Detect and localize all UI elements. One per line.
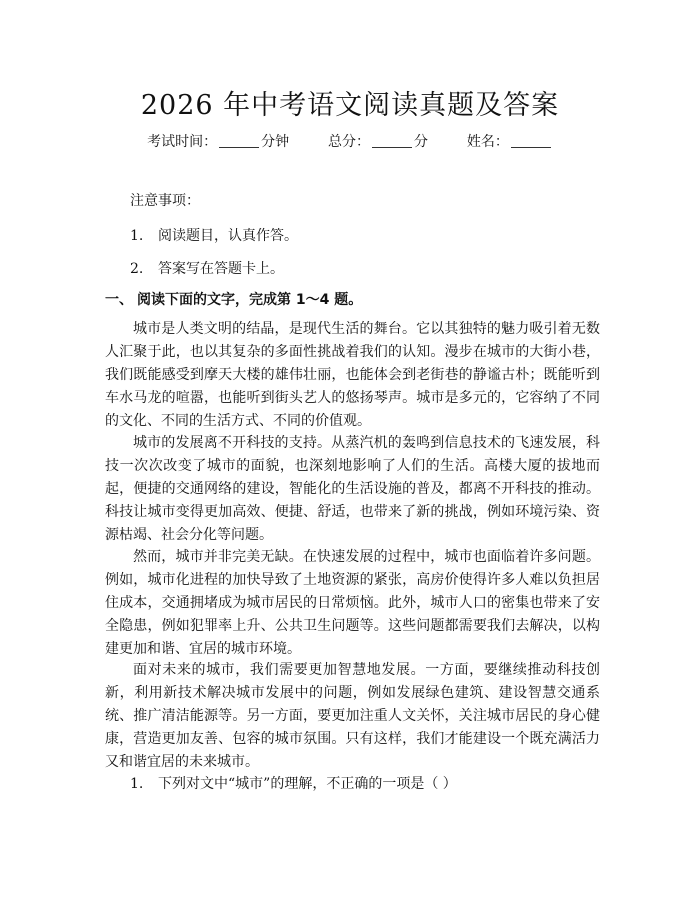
notice-item bbox=[130, 225, 298, 245]
name-field bbox=[467, 131, 553, 151]
notice-heading: 注意事项： bbox=[130, 193, 200, 209]
exam-time-label: 考试时间： bbox=[147, 134, 218, 150]
section-heading bbox=[105, 289, 362, 309]
total-score-field bbox=[328, 131, 428, 151]
notice-item-number: 2. bbox=[130, 261, 144, 277]
reading-paragraph: 然而，城市并非完美无缺。在快速发展的过程中，城市也面临着许多问题。例如，城市化进程的加快导致了土地资源的紧张，高房价使得许多人难以负担居住成本，交通拥堵成为城市居民的日常烦恼。此外，城市人口的密集也带来了安全隐患，例如犯罪率上升、公共卫生问题等。这些问题都需要我们去解决，以构建更加和谐、宜居的城市环境。 bbox=[105, 549, 600, 657]
section-instruction: 阅读下面的文字，完成第 1～4 题。 bbox=[137, 292, 363, 308]
section-number: 一、 bbox=[105, 292, 133, 308]
name-blank bbox=[511, 133, 551, 148]
total-score-label: 总分： bbox=[328, 134, 370, 150]
notice-item-number: 1. bbox=[130, 228, 144, 244]
exam-meta-line bbox=[0, 131, 700, 151]
reading-paragraph: 面对未来的城市，我们需要更加智慧地发展。一方面，要继续推动科技创新，利用新技术解决城市发展中的问题，例如发展绿色建筑、建设智慧交通系统、推广清洁能源等。另一方面，要更加注重人文关怀，关注城市居民的身心健康，营造更加友善、包容的城市氛围。只有这样，我们才能建设一个既充满活力又和谐宜居的未来城市。 bbox=[105, 662, 600, 770]
question-text: 下列对文中“城市”的理解，不正确的一项是（ ） bbox=[158, 776, 457, 792]
total-score-unit: 分 bbox=[414, 134, 428, 150]
notice-item-text: 阅读题目，认真作答。 bbox=[158, 228, 298, 244]
name-label: 姓名： bbox=[466, 134, 509, 150]
notice-item-text: 答案写在答题卡上。 bbox=[158, 261, 284, 277]
exam-time-field bbox=[147, 131, 289, 151]
reading-paragraph: 城市是人类文明的结晶，是现代生活的舞台。它以其独特的魅力吸引着无数人汇聚于此，也以其复杂的多面性挑战着我们的认知。漫步在城市的大街小巷，我们既能感受到摩天大楼的雄伟壮丽，也能体会到老街巷的静谧古朴；既能听到车水马龙的喧嚣，也能听到街头艺人的悠扬琴声。城市是多元的，它容纳了不同的文化、不同的生活方式、不同的价值观。 bbox=[105, 321, 600, 429]
notice-item bbox=[130, 258, 284, 278]
exam-time-unit: 分钟 bbox=[261, 134, 290, 150]
question-number: 1. bbox=[130, 776, 144, 792]
reading-paragraph: 城市的发展离不开科技的支持。从蒸汽机的轰鸣到信息技术的飞速发展，科技一次次改变了城市的面貌，也深刻地影响了人们的生活。高楼大厦的拔地而起，便捷的交通网络的建设，智能化的生活设施的普及，都离不开科技的推动。科技让城市变得更加高效、便捷、舒适，也带来了新的挑战，例如环境污染、资源枯竭、社会分化等问题。 bbox=[105, 435, 600, 543]
document-title: 2026 年中考语文阅读真题及答案 bbox=[140, 90, 560, 121]
question-item bbox=[130, 773, 457, 793]
total-score-blank bbox=[372, 133, 412, 148]
exam-time-blank bbox=[219, 133, 259, 148]
